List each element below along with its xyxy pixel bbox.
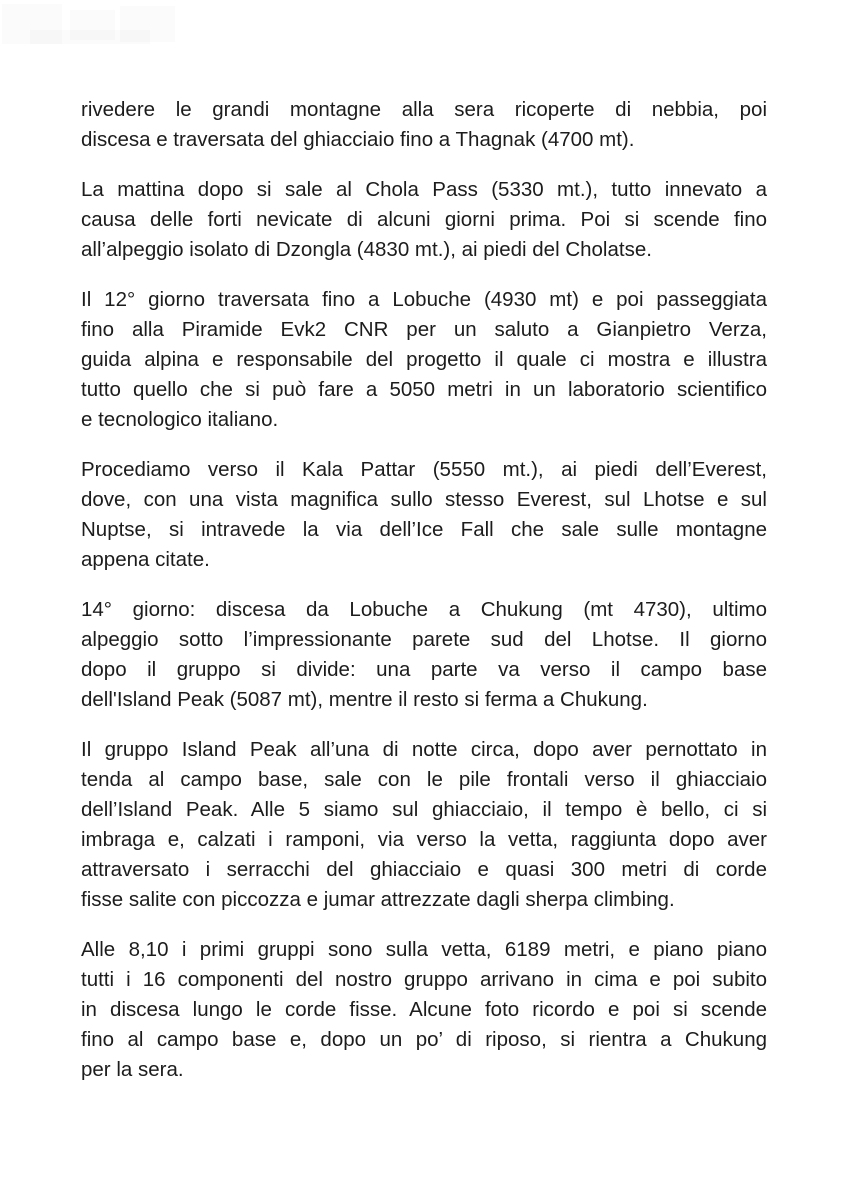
text-line: dopo il gruppo si divide: una parte va verso il campo base <box>81 658 767 681</box>
text-line: imbraga e, calzati i ramponi, via verso la vetta, raggiunta dopo aver <box>81 828 767 851</box>
paragraph <box>81 95 767 155</box>
text-line: dell'Island Peak (5087 mt), mentre il resto si ferma a Chukung. <box>81 688 648 711</box>
paragraph <box>81 175 767 265</box>
text-line: dell’Island Peak. Alle 5 siamo sul ghiacciaio, il tempo è bello, ci si <box>81 798 767 821</box>
text-line: dove, con una vista magnifica sullo stesso Everest, sul Lhotse e sul <box>81 488 767 511</box>
text-line: attraversato i serracchi del ghiacciaio e quasi 300 metri di corde <box>81 858 767 881</box>
text-line: Nuptse, si intravede la via dell’Ice Fall che sale sulle montagne <box>81 518 767 541</box>
text-line: rivedere le grandi montagne alla sera ricoperte di nebbia, poi <box>81 98 767 121</box>
text-line: appena citate. <box>81 548 210 571</box>
paragraph <box>81 935 767 1085</box>
paragraph <box>81 595 767 715</box>
text-line: discesa e traversata del ghiacciaio fino a Thagnak (4700 mt). <box>81 128 635 151</box>
text-line: Il 12° giorno traversata fino a Lobuche (4930 mt) e poi passeggiata <box>81 288 767 311</box>
text-line: Procediamo verso il Kala Pattar (5550 mt.), ai piedi dell’Everest, <box>81 458 767 481</box>
text-line: guida alpina e responsabile del progetto il quale ci mostra e illustra <box>81 348 767 371</box>
text-line: fino al campo base e, dopo un po’ di riposo, si rientra a Chukung <box>81 1028 767 1051</box>
text-line: Alle 8,10 i primi gruppi sono sulla vetta, 6189 metri, e piano piano <box>81 938 767 961</box>
paragraph <box>81 285 767 435</box>
text-line: 14° giorno: discesa da Lobuche a Chukung (mt 4730), ultimo <box>81 598 767 621</box>
paragraph <box>81 735 767 915</box>
text-line: fino alla Piramide Evk2 CNR per un saluto a Gianpietro Verza, <box>81 318 767 341</box>
text-line: per la sera. <box>81 1058 184 1081</box>
text-line: all’alpeggio isolato di Dzongla (4830 mt.), ai piedi del Cholatse. <box>81 238 652 261</box>
text-line: Il gruppo Island Peak all’una di notte circa, dopo aver pernottato in <box>81 738 767 761</box>
text-line: tutti i 16 componenti del nostro gruppo arrivano in cima e poi subito <box>81 968 767 991</box>
text-line: causa delle forti nevicate di alcuni giorni prima. Poi si scende fino <box>81 208 767 231</box>
paragraph <box>81 455 767 575</box>
text-line: tenda al campo base, sale con le pile frontali verso il ghiacciaio <box>81 768 767 791</box>
text-line: fisse salite con piccozza e jumar attrezzate dagli sherpa climbing. <box>81 888 675 911</box>
paragraphs-container <box>81 95 767 1085</box>
text-line: alpeggio sotto l’impressionante parete sud del Lhotse. Il giorno <box>81 628 767 651</box>
text-line: La mattina dopo si sale al Chola Pass (5330 mt.), tutto innevato a <box>81 178 767 201</box>
text-line: in discesa lungo le corde fisse. Alcune foto ricordo e poi si scende <box>81 998 767 1021</box>
text-line: e tecnologico italiano. <box>81 408 279 431</box>
text-line: tutto quello che si può fare a 5050 metri in un laboratorio scientifico <box>81 378 767 401</box>
